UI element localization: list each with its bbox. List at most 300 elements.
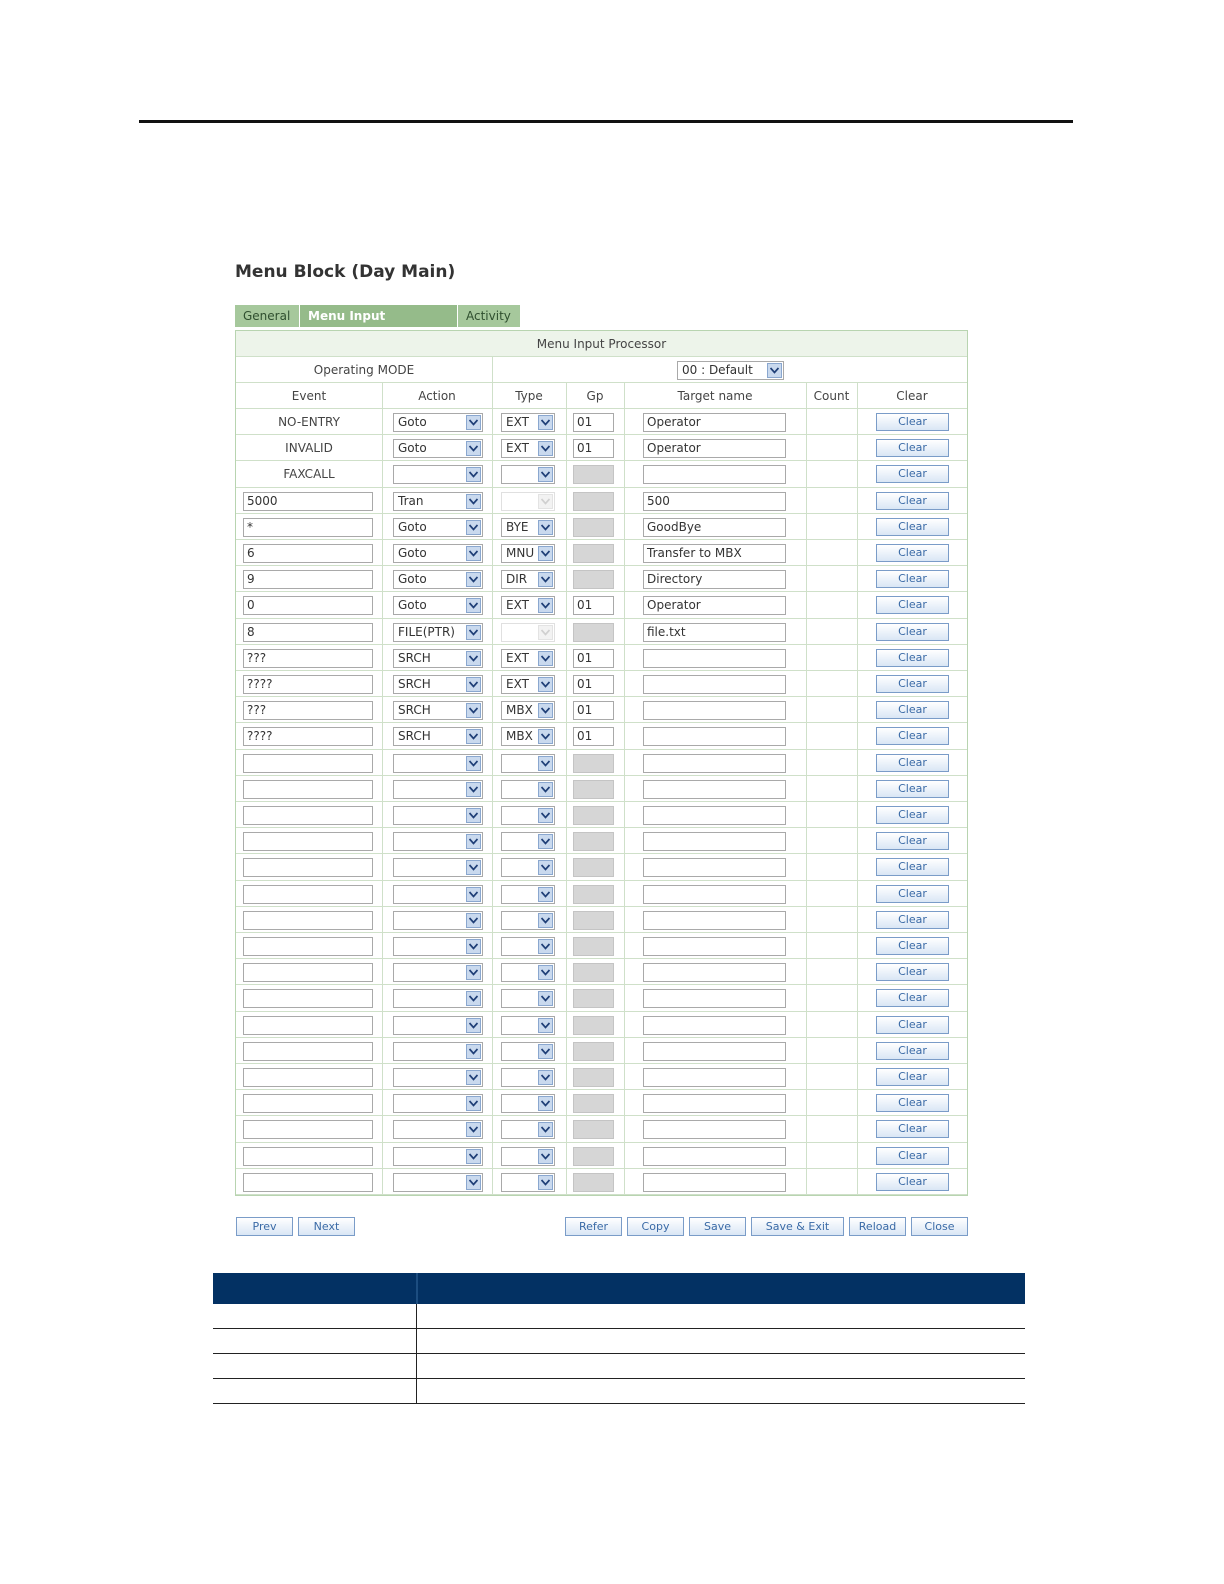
chevron-down-icon [538,651,553,666]
action-value: SRCH [398,729,431,744]
description-table-column-divider [416,1304,417,1403]
chevron-down-icon [538,1122,553,1137]
chevron-down-icon [466,1122,481,1137]
next-button[interactable]: Next [298,1217,355,1236]
type-select[interactable] [501,413,555,432]
action-select[interactable] [393,596,483,615]
description-table-divider [213,1403,1025,1404]
action-select[interactable] [393,570,483,589]
gp-input-disabled [573,858,614,877]
chevron-down-icon [538,887,553,902]
gp-input-disabled [573,544,614,563]
clear-button[interactable]: Clear [876,544,949,562]
table-row [236,802,967,828]
chevron-down-icon [538,1018,553,1033]
target-name-input[interactable] [643,780,786,799]
chevron-down-icon [538,1149,553,1164]
target-name-input[interactable] [643,754,786,773]
gp-input-disabled [573,570,614,589]
gp-input[interactable]: 01 [573,675,614,694]
table-row [236,1064,967,1090]
event-input[interactable] [243,1042,373,1061]
chevron-down-icon [538,965,553,980]
action-select[interactable] [393,623,483,642]
event-input[interactable] [243,858,373,877]
chevron-down-icon [538,494,553,509]
event-input[interactable] [243,806,373,825]
action-select[interactable] [393,1042,483,1061]
clear-button[interactable]: Clear [876,701,949,719]
clear-button[interactable]: Clear [876,885,949,903]
description-table-divider [213,1378,1025,1379]
gp-input-disabled [573,1094,614,1113]
col-clear: Clear [896,389,928,403]
event-label: INVALID [285,441,333,456]
clear-button[interactable]: Clear [876,492,949,510]
action-value: SRCH [398,703,431,718]
type-select[interactable] [501,1042,555,1061]
target-name-input[interactable] [643,1173,786,1192]
table-row [236,1169,967,1195]
operating-mode-row [236,357,967,383]
event-input[interactable] [243,989,373,1008]
chevron-down-icon [538,467,553,482]
chevron-down-icon [466,1070,481,1085]
type-select[interactable] [501,1094,555,1113]
description-table-divider [213,1328,1025,1329]
target-name-input[interactable] [643,937,786,956]
clear-button[interactable]: Clear [876,806,949,824]
tab-general[interactable]: General [235,305,300,327]
action-select[interactable] [393,544,483,563]
target-name-input[interactable] [643,1094,786,1113]
target-name-input[interactable] [643,806,786,825]
event-input[interactable] [243,1147,373,1166]
col-count: Count [813,389,850,403]
chevron-down-icon [466,1018,481,1033]
action-select[interactable] [393,1068,483,1087]
event-input[interactable]: ???? [243,675,373,694]
gp-input[interactable]: 01 [573,727,614,746]
action-select[interactable] [393,465,483,484]
clear-button[interactable]: Clear [876,465,949,483]
target-name-input[interactable] [643,1068,786,1087]
target-name-input[interactable] [643,1016,786,1035]
type-select[interactable] [501,492,555,511]
target-name-input[interactable] [643,701,786,720]
chevron-down-icon [466,494,481,509]
description-table-header [213,1273,1025,1304]
target-name-input[interactable]: Operator [643,439,786,458]
tab-bar [235,305,521,327]
col-event: Event [291,389,327,403]
event-input[interactable] [243,1068,373,1087]
gp-input-disabled [573,754,614,773]
table-row [236,540,967,566]
chevron-down-icon [538,1096,553,1111]
menu-input-processor-table [235,330,968,1196]
chevron-down-icon [538,1044,553,1059]
action-select[interactable] [393,1016,483,1035]
description-table-divider [213,1353,1025,1354]
type-value: DIR [506,572,528,587]
table-row [236,750,967,776]
gp-input-disabled [573,885,614,904]
action-select[interactable] [393,1094,483,1113]
gp-input-disabled [573,780,614,799]
chevron-down-icon [466,965,481,980]
table-row [236,488,967,514]
event-input[interactable]: ??? [243,649,373,668]
type-select[interactable] [501,596,555,615]
event-input[interactable] [243,1094,373,1113]
clear-button[interactable]: Clear [876,649,949,667]
type-select[interactable] [501,858,555,877]
target-name-input[interactable]: GoodBye [643,518,786,537]
target-name-input[interactable] [643,465,786,484]
gp-input[interactable]: 01 [573,413,614,432]
action-select[interactable] [393,518,483,537]
type-value: EXT [506,598,529,613]
event-input[interactable]: 6 [243,544,373,563]
target-name-input[interactable]: Directory [643,570,786,589]
target-name-input[interactable] [643,989,786,1008]
target-name-input[interactable] [643,963,786,982]
chevron-down-icon [538,703,553,718]
gp-input-disabled [573,937,614,956]
save-button[interactable]: Save [689,1217,746,1236]
type-select[interactable] [501,1068,555,1087]
action-value: Tran [398,493,424,508]
type-select[interactable] [501,1016,555,1035]
type-select[interactable] [501,963,555,982]
event-input[interactable]: 5000 [243,492,373,511]
table-row [236,566,967,592]
target-name-input[interactable]: Operator [643,413,786,432]
gp-input-disabled [573,623,614,642]
chevron-down-icon [466,808,481,823]
type-value: MBX [506,729,533,744]
chevron-down-icon [466,1175,481,1190]
gp-input-disabled [573,963,614,982]
type-select[interactable] [501,439,555,458]
copy-button[interactable]: Copy [627,1217,684,1236]
clear-button[interactable]: Clear [876,911,949,929]
action-value: Goto [398,441,427,456]
type-select[interactable] [501,911,555,930]
chevron-down-icon [466,703,481,718]
chevron-down-icon [466,1044,481,1059]
event-input[interactable] [243,885,373,904]
table-row [236,854,967,880]
event-label: FAXCALL [283,467,335,482]
operating-mode-label: Operating MODE [313,363,415,377]
clear-button[interactable]: Clear [876,832,949,850]
chevron-down-icon [538,520,553,535]
table-row [236,619,967,645]
clear-button[interactable]: Clear [876,1173,949,1191]
clear-button[interactable]: Clear [876,675,949,693]
chevron-down-icon [466,441,481,456]
chevron-down-icon [538,625,553,640]
clear-button[interactable]: Clear [876,623,949,641]
clear-button[interactable]: Clear [876,413,949,431]
clear-button[interactable]: Clear [876,1016,949,1034]
target-name-input[interactable] [643,727,786,746]
type-select[interactable] [501,465,555,484]
chevron-down-icon [466,887,481,902]
type-select[interactable] [501,989,555,1008]
action-select[interactable] [393,937,483,956]
clear-button[interactable]: Clear [876,780,949,798]
gp-input-disabled [573,806,614,825]
chevron-down-icon [538,834,553,849]
action-value: Goto [398,519,427,534]
action-select[interactable] [393,780,483,799]
clear-button[interactable]: Clear [876,727,949,745]
table-row [236,723,967,749]
type-select[interactable] [501,544,555,563]
target-name-input[interactable] [643,1120,786,1139]
action-value: Goto [398,572,427,587]
clear-button[interactable]: Clear [876,1042,949,1060]
action-select[interactable] [393,675,483,694]
action-select[interactable] [393,413,483,432]
type-value: EXT [506,441,529,456]
chevron-down-icon [538,756,553,771]
operating-mode-select[interactable] [677,361,784,380]
chevron-down-icon [538,991,553,1006]
col-gp: Gp [586,389,604,403]
save-exit-button[interactable]: Save & Exit [751,1217,844,1236]
clear-button[interactable]: Clear [876,754,949,772]
target-name-input[interactable] [643,885,786,904]
table-row [236,881,967,907]
chevron-down-icon [538,729,553,744]
event-input[interactable]: ???? [243,727,373,746]
type-select[interactable] [501,623,555,642]
target-name-input[interactable] [643,675,786,694]
event-input[interactable]: 8 [243,623,373,642]
action-select[interactable] [393,649,483,668]
event-input[interactable] [243,754,373,773]
chevron-down-icon [466,625,481,640]
action-select[interactable] [393,885,483,904]
chevron-down-icon [466,756,481,771]
chevron-down-icon [466,467,481,482]
event-input[interactable] [243,963,373,982]
event-input[interactable] [243,1120,373,1139]
clear-button[interactable]: Clear [876,1120,949,1138]
table-row [236,461,967,487]
action-select[interactable] [393,911,483,930]
type-select[interactable] [501,1120,555,1139]
type-select[interactable] [501,570,555,589]
type-value: MNU [506,546,535,560]
event-input[interactable] [243,832,373,851]
clear-button[interactable]: Clear [876,596,949,614]
gp-input-disabled [573,1016,614,1035]
table-row [236,435,967,461]
gp-input-disabled [573,465,614,484]
chevron-down-icon [538,598,553,613]
clear-button[interactable]: Clear [876,937,949,955]
type-select[interactable] [501,832,555,851]
chevron-down-icon [466,520,481,535]
col-action: Action [418,389,456,403]
gp-input-disabled [573,1042,614,1061]
action-value: SRCH [398,677,431,691]
target-name-input[interactable] [643,832,786,851]
action-select[interactable] [393,989,483,1008]
chevron-down-icon [538,677,553,692]
chevron-down-icon [538,782,553,797]
chevron-down-icon [767,363,782,378]
table-row [236,409,967,435]
col-type: Type [515,389,543,403]
table-row [236,1012,967,1038]
gp-input-disabled [573,1068,614,1087]
clear-button[interactable]: Clear [876,1068,949,1086]
chevron-down-icon [466,939,481,954]
target-name-input[interactable] [643,911,786,930]
clear-button[interactable]: Clear [876,1147,949,1165]
action-select[interactable] [393,701,483,720]
type-select[interactable] [501,885,555,904]
section-header [236,331,967,357]
table-row [236,1116,967,1142]
table-row [236,828,967,854]
table-row [236,776,967,802]
action-select[interactable] [393,754,483,773]
target-name-input[interactable] [643,649,786,668]
type-select[interactable] [501,806,555,825]
event-input[interactable] [243,911,373,930]
reload-button[interactable]: Reload [849,1217,906,1236]
chevron-down-icon [538,913,553,928]
chevron-down-icon [466,598,481,613]
chevron-down-icon [466,677,481,692]
type-select[interactable] [501,701,555,720]
event-label: NO-ENTRY [278,415,340,429]
table-row [236,959,967,985]
clear-button[interactable]: Clear [876,518,949,536]
event-input[interactable]: ??? [243,701,373,720]
clear-button[interactable]: Clear [876,963,949,981]
action-value: SRCH [398,650,431,665]
chevron-down-icon [538,572,553,587]
gp-input[interactable]: 01 [573,596,614,615]
table-row [236,671,967,697]
clear-button[interactable]: Clear [876,570,949,588]
type-select[interactable] [501,518,555,537]
gp-input[interactable]: 01 [573,649,614,668]
event-input[interactable]: 0 [243,596,373,615]
clear-button[interactable]: Clear [876,1094,949,1112]
tab-activity[interactable]: Activity [458,305,521,327]
table-row [236,1143,967,1169]
type-select[interactable] [501,1173,555,1192]
chevron-down-icon [466,729,481,744]
type-select[interactable] [501,754,555,773]
clear-button[interactable]: Clear [876,439,949,457]
type-select[interactable] [501,675,555,694]
gp-input-disabled [573,1120,614,1139]
event-input[interactable]: 9 [243,570,373,589]
event-input[interactable] [243,1173,373,1192]
action-select[interactable] [393,858,483,877]
type-select[interactable] [501,727,555,746]
action-select[interactable] [393,492,483,511]
chevron-down-icon [466,860,481,875]
chevron-down-icon [466,415,481,430]
clear-button[interactable]: Clear [876,989,949,1007]
action-select[interactable] [393,727,483,746]
target-name-input[interactable]: 500 [643,492,786,511]
chevron-down-icon [538,939,553,954]
action-value: Goto [398,598,427,613]
action-select[interactable] [393,439,483,458]
prev-button[interactable]: Prev [236,1217,293,1236]
type-value: EXT [506,415,529,429]
chevron-down-icon [466,782,481,797]
gp-input-disabled [573,832,614,851]
gp-input-disabled [573,1173,614,1192]
chevron-down-icon [538,441,553,456]
chevron-down-icon [538,1175,553,1190]
action-select[interactable] [393,1147,483,1166]
event-input[interactable] [243,1016,373,1035]
type-select[interactable] [501,1147,555,1166]
target-name-input[interactable] [643,858,786,877]
action-select[interactable] [393,1173,483,1192]
close-button[interactable]: Close [911,1217,968,1236]
gp-input-disabled [573,989,614,1008]
type-select[interactable] [501,937,555,956]
action-select[interactable] [393,1120,483,1139]
clear-button[interactable]: Clear [876,858,949,876]
chevron-down-icon [466,1149,481,1164]
gp-input-disabled [573,518,614,537]
target-name-input[interactable] [643,1147,786,1166]
column-header-row [236,383,967,409]
type-select[interactable] [501,780,555,799]
action-select[interactable] [393,963,483,982]
gp-input[interactable]: 01 [573,701,614,720]
operating-mode-value: 00 : Default [682,363,753,377]
chevron-down-icon [466,651,481,666]
refer-button[interactable]: Refer [565,1217,622,1236]
tab-menu-input-processor[interactable]: Menu Input [300,305,458,327]
event-input[interactable] [243,937,373,956]
section-title: Menu Input Processor [536,337,667,351]
gp-input-disabled [573,492,614,511]
type-value: EXT [506,650,529,665]
target-name-input[interactable]: Transfer to MBX [643,544,786,563]
chevron-down-icon [466,546,481,561]
type-value: BYE [506,519,529,534]
chevron-down-icon [538,808,553,823]
action-select[interactable] [393,832,483,851]
target-name-input[interactable]: Operator [643,596,786,615]
gp-input[interactable]: 01 [573,439,614,458]
action-select[interactable] [393,806,483,825]
event-input[interactable] [243,780,373,799]
target-name-input[interactable]: file.txt [643,623,786,642]
target-name-input[interactable] [643,1042,786,1061]
type-select[interactable] [501,649,555,668]
event-input[interactable]: * [243,518,373,537]
